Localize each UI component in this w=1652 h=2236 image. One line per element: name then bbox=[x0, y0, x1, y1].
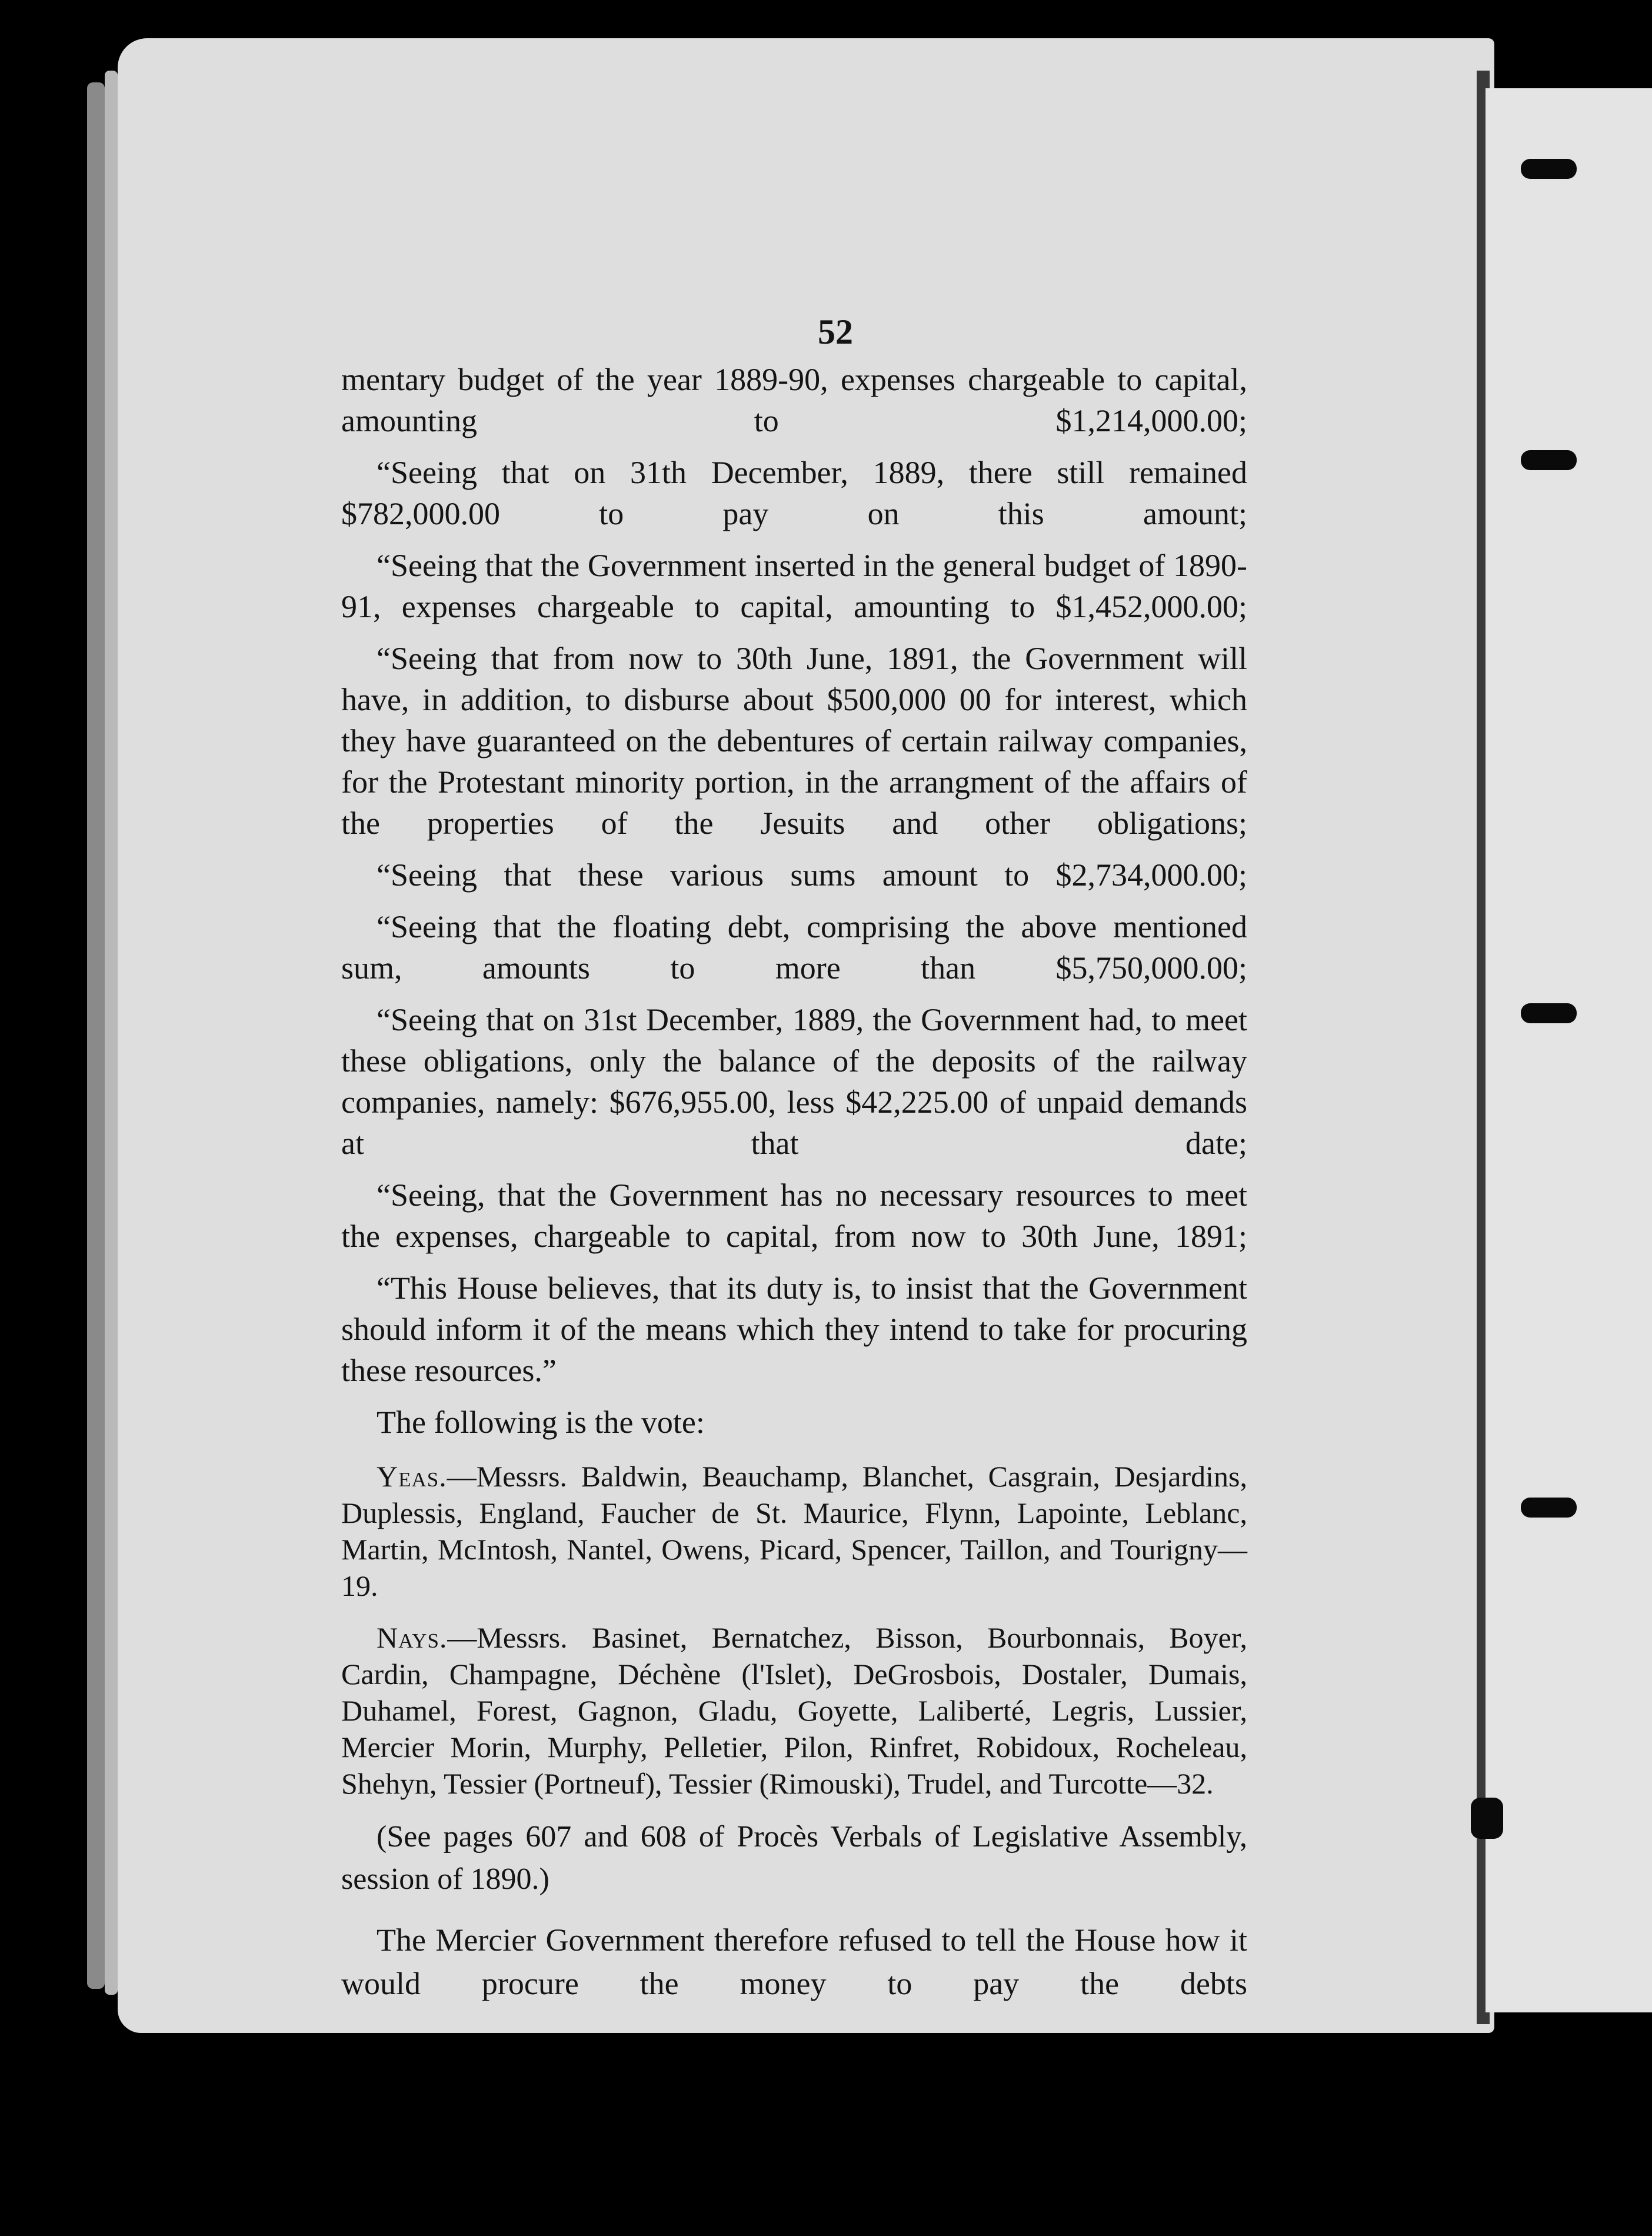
closing-paragraph: The Mercier Government therefore refused to tell the House how it would procure the money to pay the debts bbox=[341, 1922, 1247, 2001]
page-body bbox=[341, 359, 1247, 2016]
page-stack-edge-inner bbox=[105, 71, 118, 1995]
binding-stitch bbox=[1471, 1798, 1503, 1839]
facing-page-sheet bbox=[1486, 88, 1652, 2012]
binding-stitch bbox=[1521, 450, 1577, 470]
paragraph: “Seeing that the Government inserted in the general budget of 1890-91, expenses chargeable to capital, amounting to $1,452,000.00; bbox=[341, 548, 1247, 624]
paragraph: “This House believes, that its duty is, to insist that the Government should inform it of the means which they intend to take for procuring these resources.” bbox=[341, 1270, 1247, 1388]
paragraph: “Seeing that these various sums amount to $2,734,000.00; bbox=[377, 857, 1247, 893]
nays-list bbox=[341, 1619, 1247, 1802]
paragraph: “Seeing that on 31th December, 1889, there still remained $782,000.00 to pay on this amount; bbox=[341, 455, 1247, 531]
yeas-names: —Messrs. Baldwin, Beauchamp, Blanchet, Casgrain, Desjardins, Duplessis, England, Faucher de St. Maurice, Flynn, Lapointe, Leblanc, Martin, McIntosh, Nantel, Owens, Picard, Spencer, Taillon, and Tourigny—19. bbox=[341, 1460, 1247, 1602]
binding-stitch bbox=[1521, 159, 1577, 179]
reference-note: (See pages 607 and 608 of Procès Verbals of Legislative Assembly, session of 1890.) bbox=[341, 1820, 1247, 1896]
binding-stitch bbox=[1521, 1498, 1577, 1518]
paragraph: mentary budget of the year 1889-90, expenses chargeable to capital, amounting to $1,214,000.00; bbox=[341, 362, 1247, 438]
yeas-label: Yeas. bbox=[377, 1460, 447, 1493]
nays-label: Nays. bbox=[377, 1621, 448, 1654]
page-stack-edge bbox=[87, 82, 105, 1989]
paragraph: “Seeing that from now to 30th June, 1891, the Government will have, in addition, to disburse about $500,000 00 for interest, which they have guaranteed on the debentures of certain railway companies, for the Protestant minority portion, in the arrangment of the affairs of the properties of the Jesuits and other obligations; bbox=[341, 641, 1247, 841]
binding-stitch bbox=[1521, 1003, 1577, 1023]
paragraph: “Seeing, that the Government has no necessary resources to meet the expenses, chargeable to capital, from now to 30th June, 1891; bbox=[341, 1177, 1247, 1254]
paragraph: “Seeing that on 31st December, 1889, the Government had, to meet these obligations, only the balance of the deposits of the railway companies, namely: $676,955.00, less $42,225.00 of unpaid demands at that date; bbox=[341, 1002, 1247, 1161]
yeas-list bbox=[341, 1458, 1247, 1604]
paragraph: “Seeing that the floating debt, comprising the above mentioned sum, amounts to more than $5,750,000.00; bbox=[341, 909, 1247, 986]
nays-names: —Messrs. Basinet, Bernatchez, Bisson, Bourbonnais, Boyer, Cardin, Champagne, Déchène (l'Islet), DeGrosbois, Dostaler, Dumais, Duhamel, Forest, Gagnon, Gladu, Goyette, Laliberté, Legris, Lussier, Mercier Morin, Murphy, Pelletier, Pilon, Rinfret, Robidoux, Rocheleau, Shehyn, Tessier (Portneuf), Tessier (Rimouski), Trudel, and Turcotte—32. bbox=[341, 1621, 1247, 1800]
page-number: 52 bbox=[818, 312, 853, 351]
vote-intro: The following is the vote: bbox=[377, 1405, 705, 1440]
